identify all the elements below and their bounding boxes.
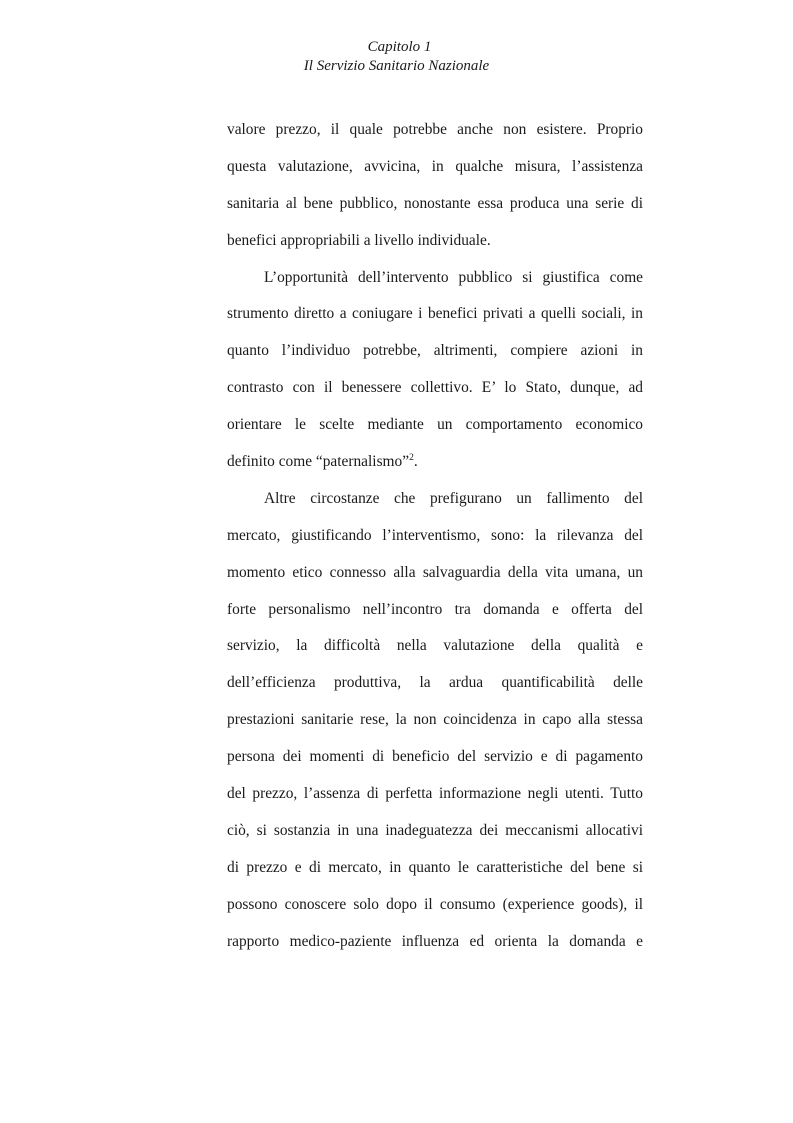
text-line: persona dei momenti di beneficio del servizio e di pagamento [227,748,643,766]
text-line: rapporto medico-paziente influenza ed orienta la domanda e [227,932,643,950]
text-line: questa valutazione, avvicina, in qualche misura, l’assistenza [227,157,643,175]
body-text [227,112,643,960]
text-line: contrasto con il benessere collettivo. E’ lo Stato, dunque, ad [227,379,643,397]
text-line-with-footnote [227,444,643,481]
text-fragment: . [413,453,418,471]
running-header [0,38,793,76]
text-line: strumento diretto a coniugare i benefici privati a quelli sociali, in [227,305,643,323]
text-line: valore prezzo, il quale potrebbe anche non esistere. Proprio [227,121,643,138]
text-line: di prezzo e di mercato, in quanto le caratteristiche del bene si [227,858,643,876]
text-line: prestazioni sanitarie rese, la non coincidenza in capo alla stessa [227,711,643,729]
text-fragment: definito come “paternalismo” [227,453,410,471]
text-line: servizio, la difficoltà nella valutazione della qualità e [227,637,643,655]
text-line: benefici appropriabili a livello individuale. [227,231,491,249]
chapter-label: Capitolo 1 [367,39,432,55]
chapter-title: Il Servizio Sanitario Nazionale [303,58,490,74]
text-line: mercato, giustificando l’interventismo, sono: la rilevanza del [227,526,643,544]
text-line: Altre circostanze che prefigurano un fallimento del [264,489,643,507]
text-line: forte personalismo nell’incontro tra domanda e offerta del [227,600,643,618]
text-line: ciò, si sostanzia in una inadeguatezza dei meccanismi allocativi [227,821,643,839]
footnote-marker[interactable]: 2 [409,453,414,464]
text-line: possono conoscere solo dopo il consumo (experience goods), il [227,895,643,913]
text-line: dell’efficienza produttiva, la ardua quantificabilità delle [227,674,643,692]
paragraph-1 [227,112,643,260]
paragraph-2 [227,260,643,481]
text-line: quanto l’individuo potrebbe, altrimenti, compiere azioni in [227,342,643,360]
text-line: L’opportunità dell’intervento pubblico si giustifica come [264,268,643,286]
text-line: orientare le scelte mediante un comportamento economico [227,416,643,434]
paragraph-3 [227,481,643,961]
text-line: del prezzo, l’assenza di perfetta informazione negli utenti. Tutto [227,785,643,803]
text-line: sanitaria al bene pubblico, nonostante essa produca una serie di [227,194,643,212]
text-line: momento etico connesso alla salvaguardia della vita umana, un [227,563,643,581]
